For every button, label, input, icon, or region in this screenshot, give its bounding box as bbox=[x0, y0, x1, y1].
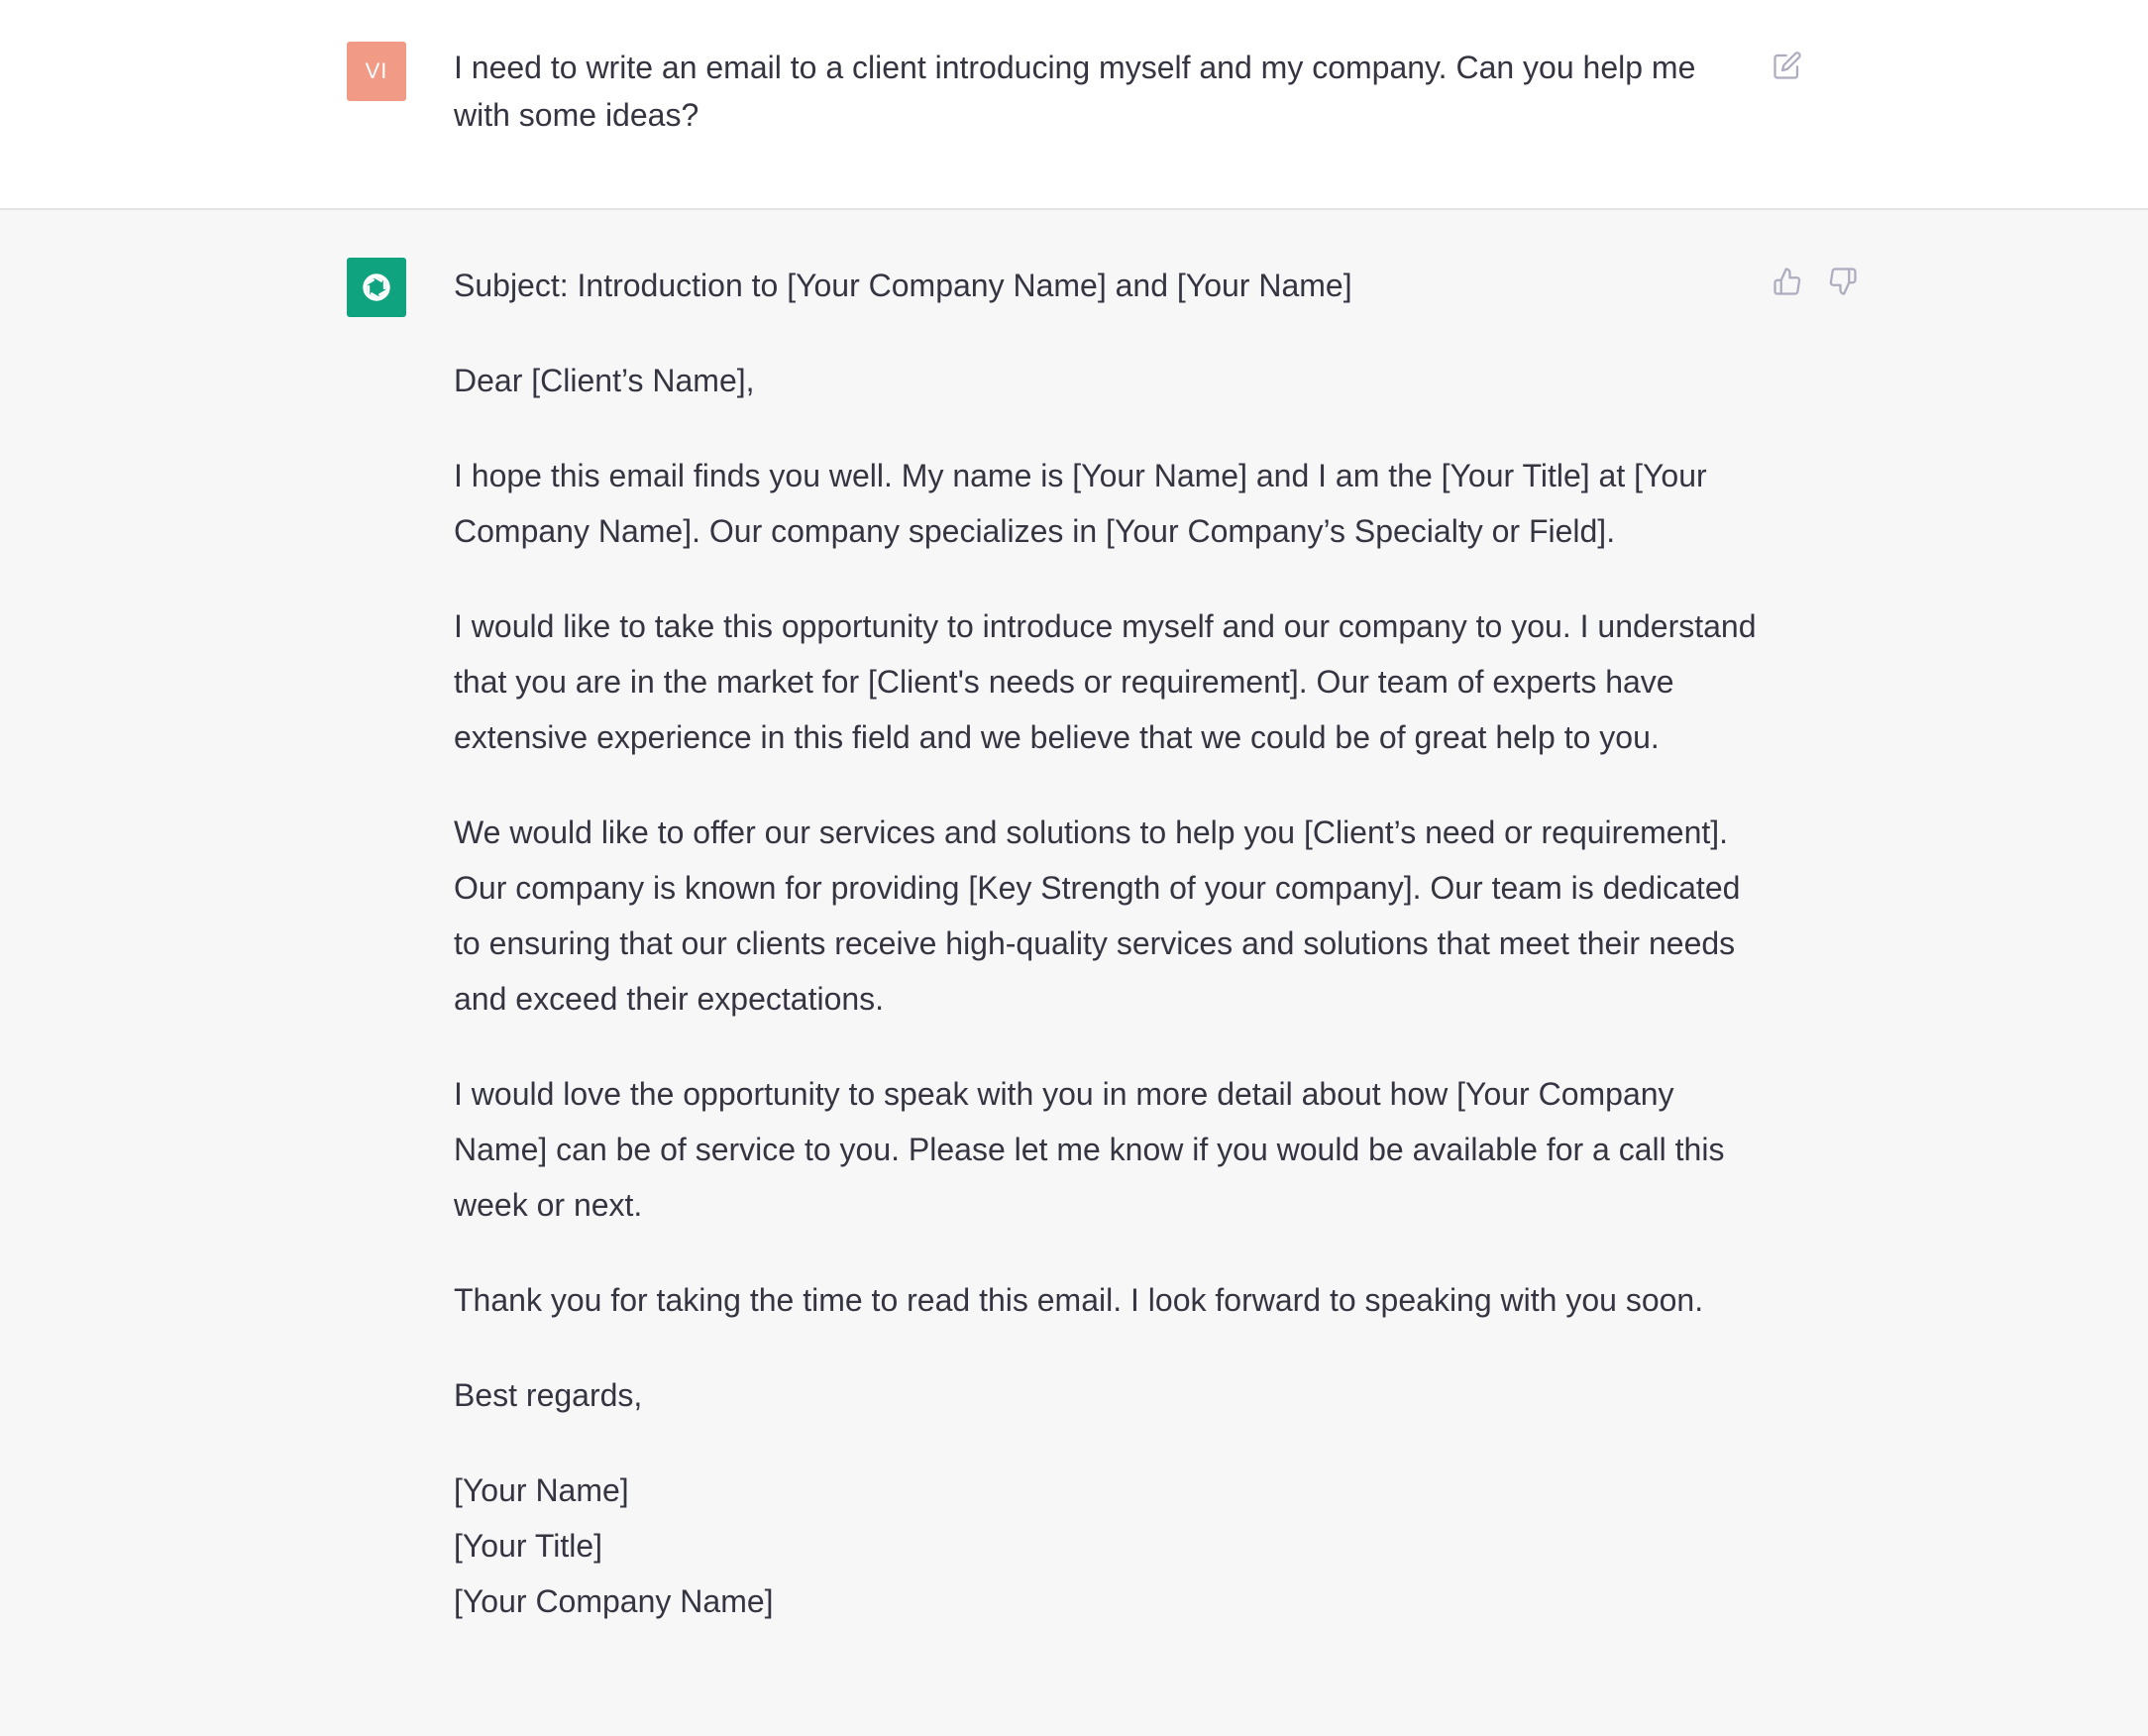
assistant-message-row bbox=[0, 210, 2148, 1736]
signature-company: [Your Company Name] bbox=[454, 1583, 774, 1619]
email-paragraph: I hope this email finds you well. My name is [Your Name] and I am the [Your Title] at [Your Company Name]. Our company specializes in [Your Company’s Specialty or Field]. bbox=[454, 458, 1707, 549]
thumbs-up-button[interactable] bbox=[1768, 262, 1807, 301]
user-avatar bbox=[347, 42, 406, 101]
user-message-row bbox=[0, 0, 2148, 210]
thumbs-down-button[interactable] bbox=[1823, 262, 1863, 301]
assistant-avatar bbox=[347, 258, 406, 317]
thumbs-down-icon bbox=[1828, 267, 1858, 296]
signature-title: [Your Title] bbox=[454, 1528, 603, 1564]
assistant-response bbox=[454, 258, 1762, 1669]
email-closing: Best regards, bbox=[454, 1377, 643, 1413]
email-signature bbox=[454, 1463, 1762, 1629]
openai-logo-icon bbox=[355, 266, 398, 309]
email-paragraph: I would like to take this opportunity to introduce myself and our company to you. I understand that you are in the market for [Client's needs or requirement]. Our team of experts have extensive experience in this field and we believe that we could be of great help to you. bbox=[454, 608, 1757, 755]
email-greeting: Dear [Client’s Name], bbox=[454, 363, 755, 398]
user-avatar-initials: VI bbox=[365, 58, 388, 83]
email-paragraph: Thank you for taking the time to read this email. I look forward to speaking with you soon. bbox=[454, 1282, 1704, 1318]
email-subject: Subject: Introduction to [Your Company Name] and [Your Name] bbox=[454, 268, 1352, 303]
user-message-text: I need to write an email to a client introducing myself and my company. Can you help me with some ideas? bbox=[454, 50, 1696, 133]
thumbs-up-icon bbox=[1772, 267, 1802, 296]
signature-name: [Your Name] bbox=[454, 1472, 629, 1508]
edit-icon bbox=[1772, 51, 1802, 80]
email-paragraph: I would love the opportunity to speak with you in more detail about how [Your Company Name] can be of service to you. Please let me know if you would be available for a call this week or next. bbox=[454, 1076, 1725, 1223]
edit-button[interactable] bbox=[1768, 46, 1807, 85]
email-paragraph: We would like to offer our services and solutions to help you [Client’s need or requirement]. Our company is known for providing [Key Strength of your company]. Our team is dedicated to ensuring that our clients receive high-quality services and solutions that meet their needs and exceed their expectations. bbox=[454, 814, 1741, 1017]
